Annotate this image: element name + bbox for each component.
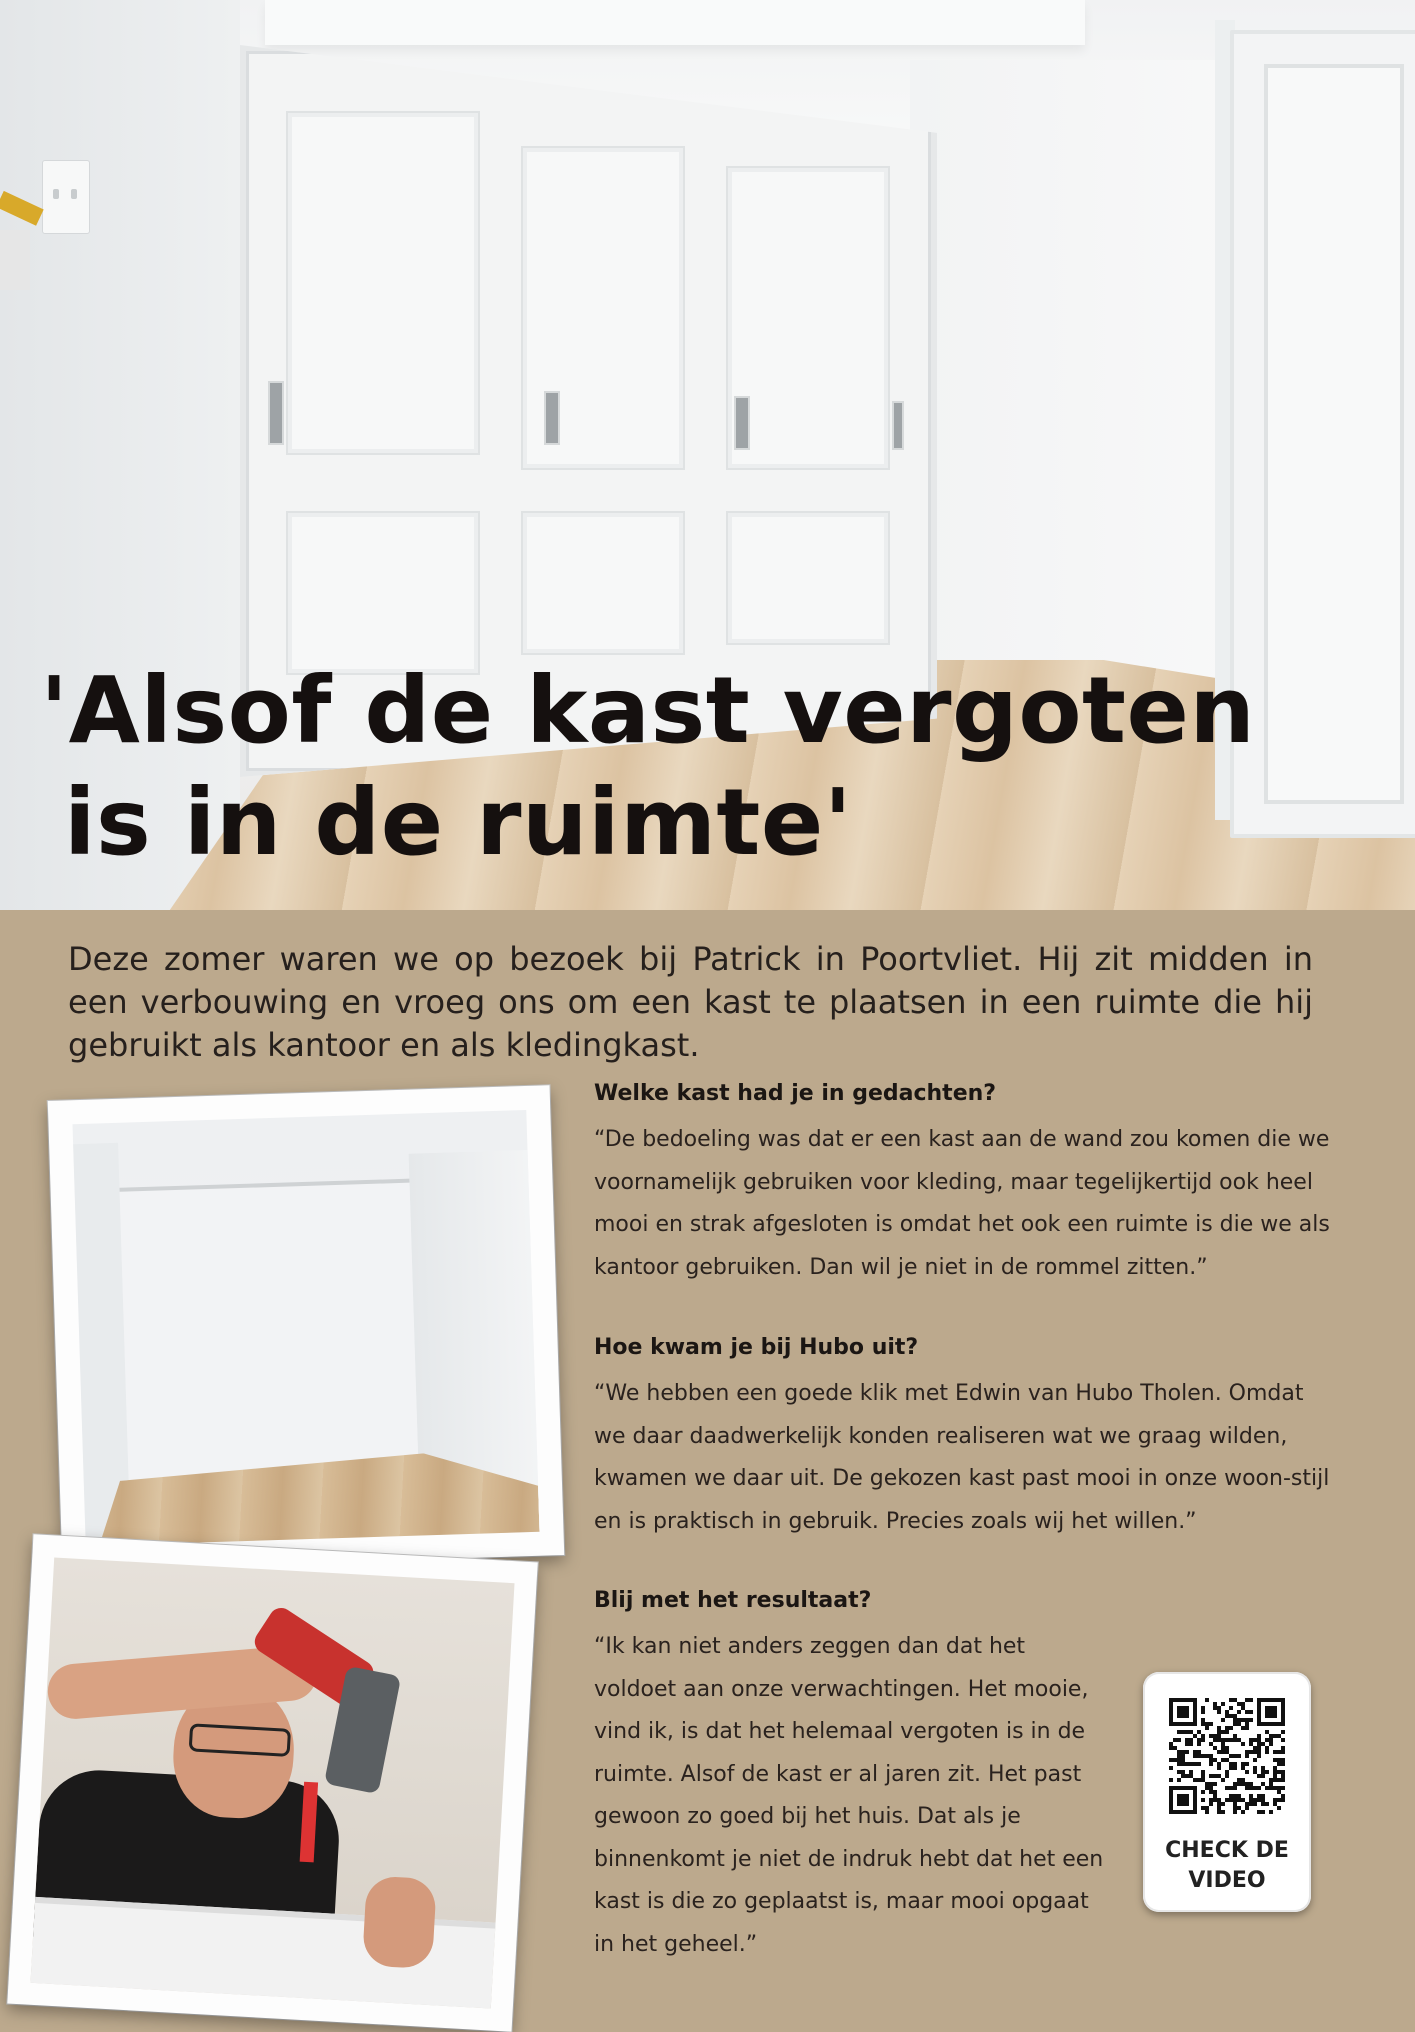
qr-label: CHECK DE VIDEO <box>1165 1838 1289 1893</box>
question-heading: Hoe kwam je bij Hubo uit? <box>594 1335 919 1360</box>
door-panel <box>521 511 685 655</box>
headline-line-1: 'Alsof de kast vergoten <box>40 657 1256 764</box>
door-handle <box>892 401 904 450</box>
headline-line-2: is in de ruimte' <box>64 769 853 876</box>
answer-text: “We hebben een goede klik met Edwin van Hubo Tholen. Omdat we daar daadwerkelijk konden realiseren wat we graag wilden, kwamen we daar uit. De gekozen kast past mooi in onze woon-stijl en is praktisch in gebruik. Precies zoals wij het willen.” <box>594 1381 1330 1534</box>
qr-code-icon[interactable] <box>1169 1698 1285 1814</box>
before-photo-empty-room <box>48 1085 565 1571</box>
ceiling-beam <box>265 0 1085 45</box>
photo-back-wall <box>120 1179 419 1482</box>
question-heading: Blij met het resultaat? <box>594 1588 872 1613</box>
qa-block-2 <box>594 1331 1334 1543</box>
door-handle <box>268 381 284 445</box>
window-frame <box>0 230 30 290</box>
article-headline <box>40 655 1340 879</box>
installer-image <box>30 1557 514 2008</box>
answer-text: “Ik kan niet anders zeggen dan dat het voldoet aan onze verwachtingen. Het mooie, vind ik, is dat het helemaal vergoten is in de ruimte. Alsof de kast er al jaren zit. Het past gewoon zo goed bij het huis. Dat als je binnenkomt je niet de indruk hebt dat het een kast is die zo geplaatst is, maar mooi opgaat in het geheel.” <box>594 1634 1104 1957</box>
door-panel <box>286 511 480 675</box>
door-handle <box>544 391 560 445</box>
light-switch <box>42 160 90 234</box>
door-handle <box>734 396 750 450</box>
door-panel <box>286 111 480 455</box>
installer-photo <box>7 1534 537 2031</box>
intro-paragraph: Deze zomer waren we op bezoek bij Patrick in Poortvliet. Hij zit midden in een verbouwing en vroeg ons om een kast te plaatsen in een ruimte die hij gebruikt als kantoor en als kledingkast. <box>68 940 1313 1064</box>
installer-hand <box>362 1875 437 1969</box>
door-panel <box>726 511 890 645</box>
question-heading: Welke kast had je in gedachten? <box>594 1081 997 1106</box>
glasses-icon <box>189 1723 291 1757</box>
qa-block-1 <box>594 1077 1334 1289</box>
door-panel <box>726 166 890 470</box>
qr-video-card[interactable] <box>1143 1672 1311 1912</box>
empty-room-image <box>72 1110 539 1546</box>
answer-text: “De bedoeling was dat er een kast aan de wand zou komen die we voornamelijk gebruiken voor kleding, maar tegelijkertijd ook heel mooi en strak afgesloten is omdat het ook een ruimte is die we als kantoor gebruiken. Dan wil je niet in de rommel zitten.” <box>594 1127 1330 1280</box>
